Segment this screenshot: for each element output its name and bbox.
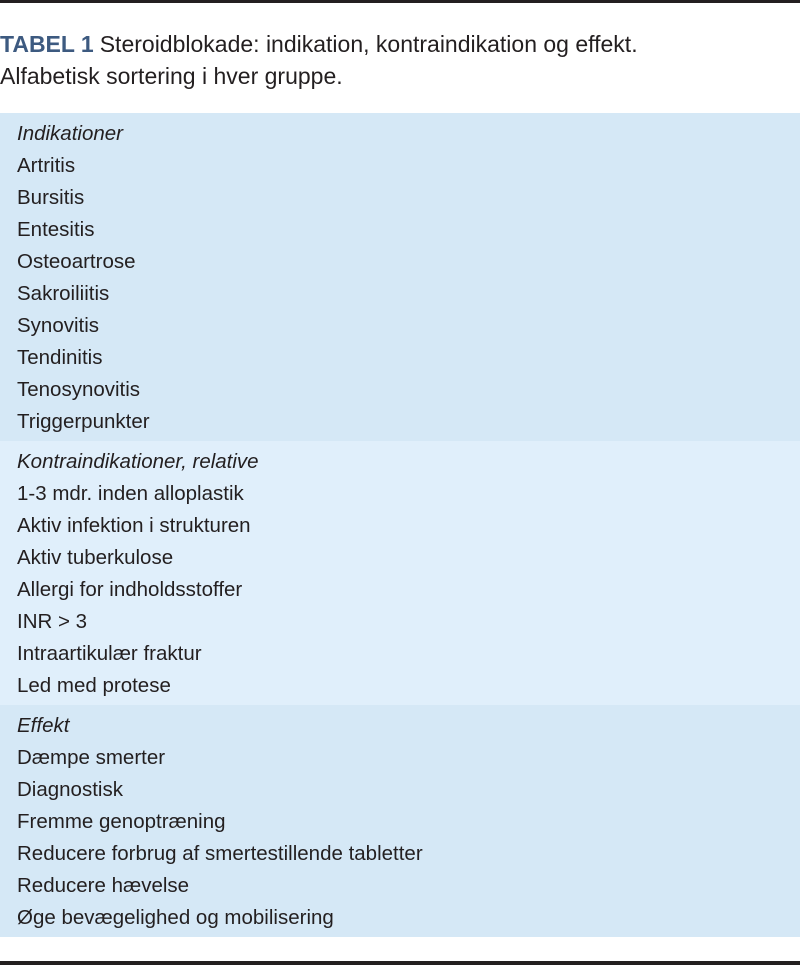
list-item: Aktiv infektion i strukturen: [17, 514, 251, 537]
section-heading: Kontraindikationer, relative: [17, 450, 259, 473]
list-item: Øge bevægelighed og mobilisering: [17, 906, 334, 929]
list-item: Osteoartrose: [17, 250, 136, 273]
list-item: Fremme genoptræning: [17, 810, 226, 833]
list-item: Artritis: [17, 154, 76, 177]
list-item: Intraartikulær fraktur: [17, 642, 202, 665]
list-item: Reducere forbrug af smertestillende tabletter: [17, 842, 423, 865]
list-item: Diagnostisk: [17, 778, 123, 801]
section-indikationer: [0, 113, 800, 441]
table-subtitle: Alfabetisk sortering i hver gruppe.: [0, 63, 343, 89]
list-item: Tenosynovitis: [17, 378, 141, 401]
list-item: Synovitis: [17, 314, 100, 337]
section-heading: Indikationer: [17, 122, 123, 145]
section-kontraindikationer: [0, 441, 800, 705]
list-item: Led med protese: [17, 674, 171, 697]
list-item: Dæmpe smerter: [17, 746, 166, 769]
list-item: Bursitis: [17, 186, 85, 209]
table-label: TABEL 1: [0, 31, 94, 57]
list-item: Entesitis: [17, 218, 95, 241]
section-effekt: [0, 705, 800, 937]
list-item: Allergi for indholdsstoffer: [17, 578, 243, 601]
section-heading: Effekt: [17, 714, 70, 737]
table-title: Steroidblokade: indikation, kontraindikation og effekt.: [99, 31, 638, 57]
list-item: Tendinitis: [17, 346, 103, 369]
top-rule: [0, 0, 800, 3]
list-item: Sakroiliitis: [17, 282, 110, 305]
list-item: INR > 3: [17, 610, 88, 633]
table-caption: [0, 28, 800, 92]
list-item: Triggerpunkter: [17, 410, 150, 433]
list-item: Reducere hævelse: [17, 874, 190, 897]
bottom-rule: [0, 961, 800, 965]
list-item: 1-3 mdr. inden alloplastik: [17, 482, 244, 505]
caption-line-1: [0, 28, 800, 60]
list-item: Aktiv tuberkulose: [17, 546, 174, 569]
